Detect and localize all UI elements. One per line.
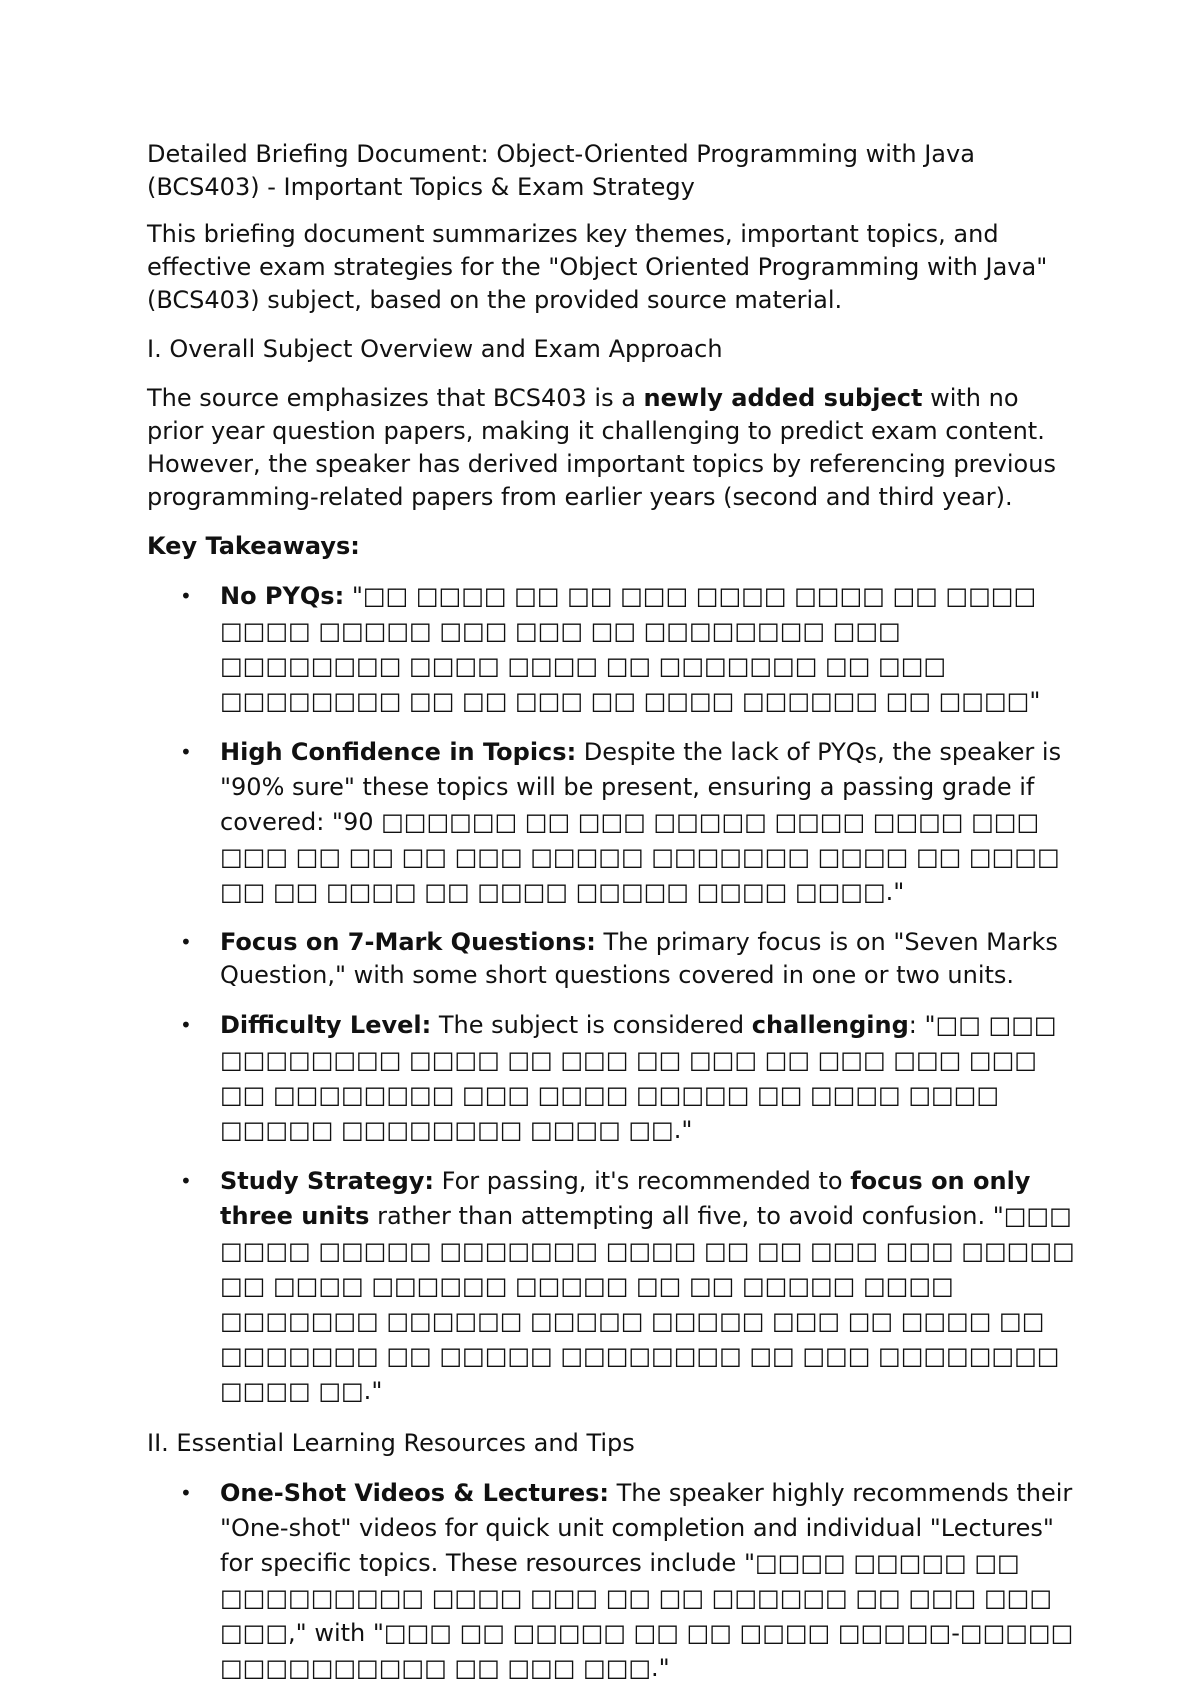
key-takeaways-label: Key Takeaways: bbox=[147, 532, 360, 560]
takeaways-list bbox=[147, 579, 1077, 1409]
bullet-icon: • bbox=[180, 1169, 192, 1193]
list-item-text: "□□ □□□□ □□ □□ □□□ □□□□ □□□□ □□ □□□□ □□□□ □□□□□ □□□ □□□ □□ □□□□□□□□ □□□ □□□□□□□□ □□□□ □□□□ □□ □□□□□□□ □□ □□□ □□□□□□□□ □□ □□ □□□ □□ □□□□ □□□□□□ □□ □□□□" bbox=[220, 582, 1041, 715]
bullet-icon: • bbox=[180, 740, 192, 764]
list-item bbox=[147, 926, 1077, 992]
bullet-icon: • bbox=[180, 1013, 192, 1037]
list-item-text: : "□□ □□□ □□□□□□□□ □□□□ □□ □□□ □□ □□□ □□ □□□ □□□ □□□ □□ □□□□□□□□ □□□ □□□□ □□□□□ □□ □□□□ □□□□ □□□□□ □□□□□□□□ □□□□ □□." bbox=[220, 1011, 1057, 1144]
list-item bbox=[147, 579, 1077, 719]
bullet-icon: • bbox=[180, 584, 192, 608]
list-item bbox=[147, 735, 1077, 910]
bullet-icon: • bbox=[180, 930, 192, 954]
resources-list bbox=[147, 1476, 1077, 1686]
intro-paragraph: This briefing document summarizes key themes, important topics, and effective exam strategies for the "Object Oriented Programming with Java" (BCS403) subject, based on the provided source material. bbox=[147, 220, 1048, 314]
list-item-text: The primary focus is on "Seven Marks Question," with some short questions covered in one or two units. bbox=[220, 928, 1058, 989]
list-item bbox=[147, 1008, 1077, 1148]
list-item-label: High Confidence in Topics: bbox=[220, 738, 577, 766]
overview-text-2: with no prior year question papers, making it challenging to predict exam content. However, the speaker has derived important topics by referencing previous programming-related papers from earlier years (second and third year). bbox=[147, 384, 1056, 511]
section-1-heading: I. Overall Subject Overview and Exam Approach bbox=[147, 335, 723, 363]
list-item-text: rather than attempting all five, to avoid confusion. "□□□ □□□□ □□□□□ □□□□□□□ □□□□ □□ □□ □□□ □□□ □□□□□ □□ □□□□ □□□□□□ □□□□□ □□ □□ □□□□□ □□□□ □□□□□□□ □□□□□□ □□□□□ □□□□□ □□□ □□ □□□□ □□ □□□□□□□ □□ □□□□□ □□□□□□□□ □□ □□□ □□□□□□□□ □□□□ □□." bbox=[220, 1202, 1075, 1405]
list-item-label: Difficulty Level: bbox=[220, 1011, 432, 1039]
section-2-heading: II. Essential Learning Resources and Tips bbox=[147, 1429, 635, 1457]
document-title: Detailed Briefing Document: Object-Oriented Programming with Java (BCS403) - Important Topics & Exam Strategy bbox=[147, 140, 975, 201]
list-item-label: One-Shot Videos & Lectures: bbox=[220, 1479, 610, 1507]
list-item-emphasis: focus on only three units bbox=[220, 1167, 1031, 1230]
list-item bbox=[147, 1164, 1077, 1409]
list-item-text: For passing, it's recommended to bbox=[433, 1167, 851, 1195]
list-item-text: The subject is considered bbox=[431, 1011, 752, 1039]
list-item-text: Despite the lack of PYQs, the speaker is "90% sure" these topics will be present, ensuring a passing grade if covered: "90 □□□□□□ □□ □□□ □□□□□ □□□□ □□□□ □□□ □□□ □□ □□ □□ □□□ □□□□□ □□□□□□□ □□□□ □□ □□□□ □□ □□ □□□□ □□ □□□□ □□□□□ □□□□ □□□□." bbox=[220, 738, 1062, 906]
overview-paragraph bbox=[147, 382, 1077, 514]
bullet-icon: • bbox=[180, 1481, 192, 1505]
list-item-label: No PYQs: bbox=[220, 582, 345, 610]
list-item-label: Focus on 7-Mark Questions: bbox=[220, 928, 596, 956]
list-item bbox=[147, 1476, 1077, 1686]
document-page bbox=[147, 138, 1077, 1704]
list-item-emphasis: challenging bbox=[751, 1011, 909, 1039]
overview-text-1: The source emphasizes that BCS403 is a bbox=[147, 384, 644, 412]
list-item-text: The speaker highly recommends their "One-shot" videos for quick unit completion and individual "Lectures" for specific topics. These resources include "□□□□ □□□□□ □□ □□□□□□□□□ □□□□ □□□ □□ □□ □□□□□□ □□ □□□ □□□ □□□," with "□□□ □□ □□□□□ □□ □□ □□□□ □□□□□-□□□□□ □□□□□□□□□□ □□ □□□ □□□." bbox=[220, 1479, 1074, 1682]
overview-emphasis: newly added subject bbox=[643, 384, 923, 412]
list-item-label: Study Strategy: bbox=[220, 1167, 434, 1195]
